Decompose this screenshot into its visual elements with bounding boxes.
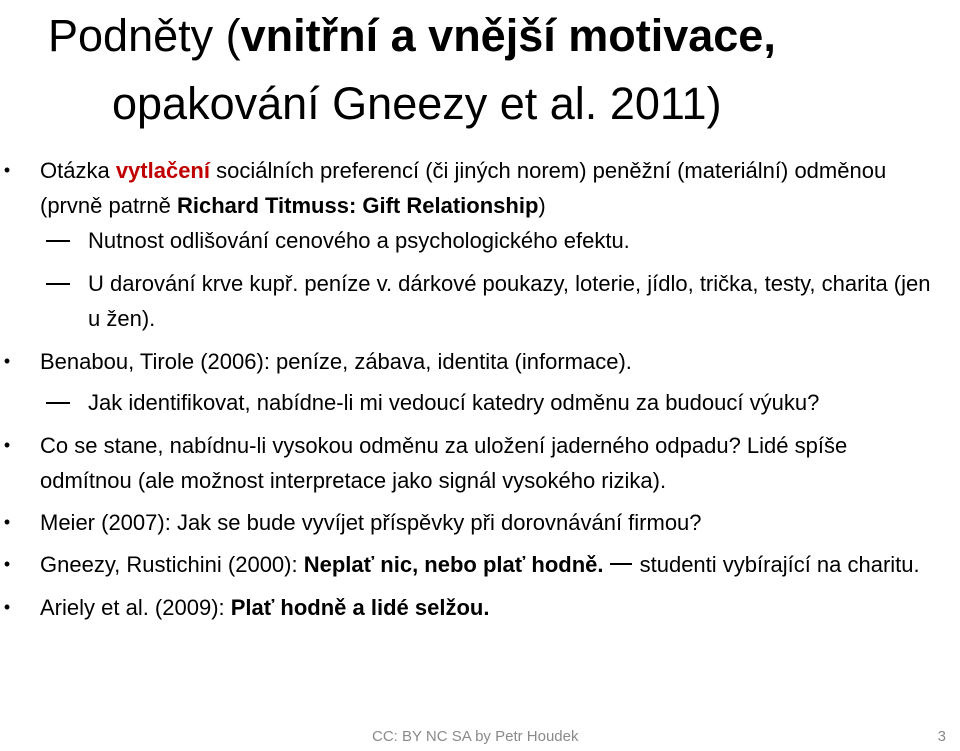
sub-bullet-text: U darování krve kupř. peníze v. dárkové poukazy, loterie, jídlo, trička, testy, charita (jen u žen). — [88, 271, 931, 331]
bullet-text: Meier (2007): Jak se bude vyvíjet příspěvky při dorovnávání firmou? — [40, 510, 702, 535]
bold-text: Neplať nic, nebo plať hodně. — [303, 552, 604, 577]
sub-bullet-text: Nutnost odlišování cenového a psychologického efektu. — [88, 228, 630, 253]
slide-content — [0, 153, 960, 625]
bullet-icon: • — [3, 512, 11, 532]
bold-text: Plať hodně a lidé selžou. — [230, 595, 490, 620]
bullet-text: Gneezy, Rustichini (2000): — [40, 552, 304, 577]
bullet-text: ) — [538, 193, 546, 218]
sub-bullet-item — [0, 223, 938, 258]
bold-text: Richard Titmuss: Gift Relationship — [176, 193, 539, 218]
bullet-item — [0, 505, 920, 540]
bullet-text: Otázka — [40, 158, 116, 183]
bullet-icon: • — [3, 435, 11, 455]
highlight-text: vytlačení — [115, 158, 210, 183]
bullet-icon: • — [3, 554, 11, 574]
title-line1-bold: vnitřní a vnější motivace, — [240, 10, 776, 61]
sub-bullet-item — [0, 385, 938, 420]
title-line1-prefix: Podněty ( — [48, 10, 241, 61]
page-number: 3 — [937, 728, 946, 745]
slide-title — [48, 2, 948, 138]
dash-icon — [46, 283, 70, 285]
bullet-text: studenti vybírající na charitu. — [633, 552, 920, 577]
dash-icon — [610, 563, 632, 565]
bullet-item — [0, 590, 920, 625]
bullet-text: Co se stane, nabídnu-li vysokou odměnu za uložení jaderného odpadu? Lidé spíše odmítnou (ale možnost interpretace jako signál vysokého rizika). — [40, 433, 848, 493]
sub-bullet-text: Jak identifikovat, nabídne-li mi vedoucí katedry odměnu za budoucí výuku? — [88, 390, 820, 415]
footer-license: CC: BY NC SA by Petr Houdek — [372, 728, 579, 745]
dash-icon — [46, 402, 70, 404]
title-line2: opakování Gneezy et al. 2011) — [112, 78, 722, 129]
bullet-item — [0, 153, 920, 223]
bullet-text: Ariely et al. (2009): — [40, 595, 231, 620]
dash-icon — [46, 240, 70, 242]
sub-bullet-item — [0, 266, 938, 336]
bullet-icon: • — [3, 597, 11, 617]
bullet-icon: • — [3, 160, 11, 180]
bullet-item — [0, 547, 920, 582]
bullet-item — [0, 428, 920, 498]
bullet-icon: • — [3, 351, 11, 371]
bullet-item — [0, 344, 920, 379]
bullet-text: sociálních preferencí (či jiných norem) peněžní (materiální) odměnou (prvně patrně — [40, 158, 887, 218]
bullet-text: Benabou, Tirole (2006): peníze, zábava, identita (informace). — [40, 349, 632, 374]
